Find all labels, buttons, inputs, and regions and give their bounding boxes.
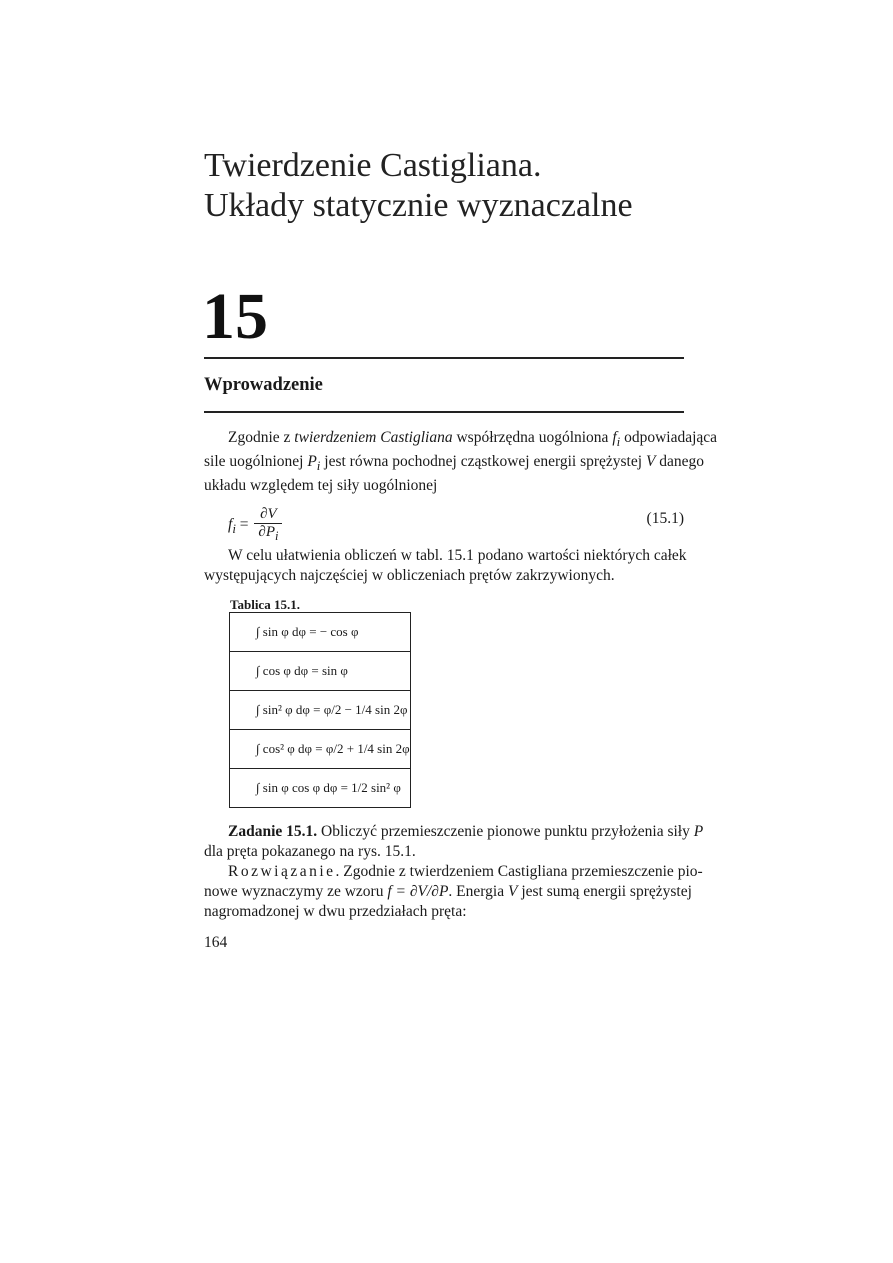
problem-line-1: Zadanie 15.1. Obliczyć przemieszczenie pionowe punktu przyłożenia siły P xyxy=(228,823,704,840)
problem-line-2: dla pręta pokazanego na rys. 15.1. xyxy=(204,843,416,860)
problem-paragraph xyxy=(204,822,704,922)
table-row xyxy=(230,691,411,730)
intro-paragraph xyxy=(204,428,718,496)
table-caption: Tablica 15.1. xyxy=(230,597,300,612)
paragraph-2 xyxy=(204,546,687,586)
integral-sin-cos: ∫ sin φ cos φ dφ = 1/2 sin² φ xyxy=(256,780,401,795)
table-cell xyxy=(230,730,411,769)
table-cell xyxy=(230,652,411,691)
page-number: 164 xyxy=(204,934,228,951)
table-cell xyxy=(230,691,411,730)
equation-number: (15.1) xyxy=(646,510,684,527)
intro-line-2: sile uogólnionej $P_i$ jest równa pochodnej cząstkowej energii sprężystej V danego xyxy=(204,453,705,474)
table-row xyxy=(230,652,411,691)
integral-cos: ∫ cos φ dφ = sin φ xyxy=(256,663,348,678)
problem-line-4: nowe wyznaczymy ze wzoru f = ∂V/∂P. Energia V jest sumą energii sprężystej xyxy=(204,883,692,900)
divider-bottom xyxy=(204,411,684,413)
chapter-title xyxy=(204,146,804,226)
problem-label: Zadanie 15.1. xyxy=(228,823,318,840)
chapter-number: 15 xyxy=(202,280,268,353)
integral-cos-squared: ∫ cos² φ dφ = φ/2 + 1/4 sin 2φ xyxy=(256,741,410,756)
problem-line-5: nagromadzonej w dwu przedziałach pręta: xyxy=(204,903,467,920)
integral-sin: ∫ sin φ dφ = − cos φ xyxy=(256,624,359,639)
problem-line-3: Rozwiązanie. Zgodnie z twierdzeniem Castigliana przemieszczenie pio- xyxy=(228,863,703,880)
integrals-table xyxy=(229,612,411,808)
equation-fraction: $\frac{\partial V}{\partial P_i}$ xyxy=(254,506,282,545)
intro-line-1: Zgodnie z twierdzeniem Castigliana współrzędna uogólniona $f_i$ odpowiadająca xyxy=(228,429,718,450)
intro-line-3: układu względem tej siły uogólnionej xyxy=(204,477,438,495)
table-row xyxy=(230,769,411,808)
solution-label: Rozwiązanie xyxy=(228,863,336,880)
integral-sin-squared: ∫ sin² φ dφ = φ/2 − 1/4 sin 2φ xyxy=(256,702,408,717)
paragraph-2-line-1: W celu ułatwienia obliczeń w tabl. 15.1 podano wartości niektórych całek xyxy=(228,547,687,564)
equation-15-1: $f_i$ = $\frac{\partial V}{\partial P_i}$ (15.1) xyxy=(228,506,684,543)
divider-top xyxy=(204,357,684,359)
table-row xyxy=(230,730,411,769)
table-row xyxy=(230,613,411,652)
paragraph-2-line-2: występujących najczęściej w obliczeniach prętów zakrzywionych. xyxy=(204,567,615,584)
chapter-title-line-2: Układy statycznie wyznaczalne xyxy=(204,187,633,224)
chapter-title-line-1: Twierdzenie Castigliana. xyxy=(204,147,542,184)
section-heading: Wprowadzenie xyxy=(204,375,323,395)
table-cell xyxy=(230,613,411,652)
table-cell xyxy=(230,769,411,808)
